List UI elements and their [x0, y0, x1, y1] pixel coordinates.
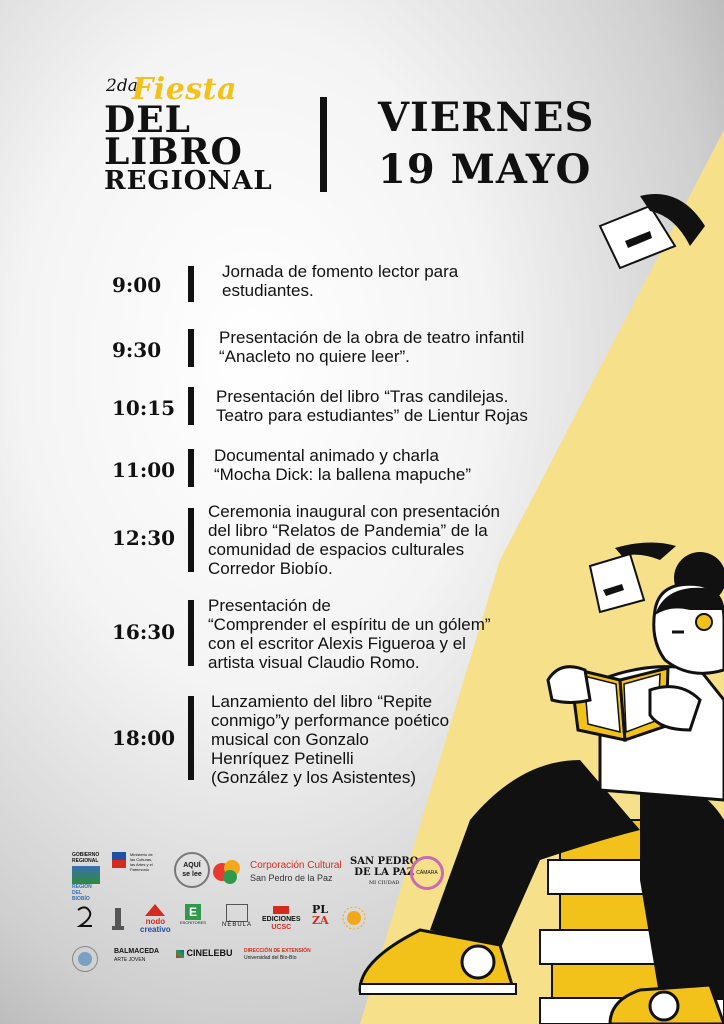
event-line: Ceremonia inaugural con presentación: [208, 502, 501, 521]
event-line: Henríquez Petinelli: [211, 749, 354, 768]
event-line: Teatro para estudiantes” de Lientur Rojas: [216, 406, 528, 425]
event-time: 10:15: [112, 396, 176, 420]
camara-logo: [410, 856, 444, 890]
logo-text: ESCRITORES: [180, 920, 206, 925]
logo-text: creativo: [140, 925, 171, 934]
event-time: 9:30: [112, 338, 162, 362]
event-line: musical con Gonzalo: [211, 730, 369, 749]
escritores-logo: E ESCRITORES: [180, 905, 206, 925]
logo-text: BIOBÍO: [72, 896, 90, 902]
logo-text: PL: [312, 903, 329, 916]
event-line: Presentación del libro “Tras candilejas.: [216, 387, 509, 406]
sun-emblem-icon: [342, 906, 366, 930]
logo-text: DIRECCIÓN DE EXTENSIÓN: [244, 948, 311, 954]
event-line: del libro “Relatos de Pandemia” de la: [208, 521, 488, 540]
tower-icon: [110, 906, 126, 932]
event-time: 16:30: [112, 620, 176, 644]
fiesta-label: Fiesta: [132, 72, 237, 107]
event-date: 19 MAYO: [378, 146, 592, 193]
logo-text: AQUÍ: [183, 862, 201, 869]
logo-text: Ministerio de las Culturas, las Artes y el Patrimonio: [130, 852, 153, 872]
title-line-del: DEL: [104, 99, 191, 141]
logo-text: ZA: [312, 914, 329, 927]
logo-text: nodo: [145, 917, 166, 926]
edition-label: 2da: [106, 76, 138, 96]
logo-text: CÁMARA: [416, 870, 438, 876]
event-line: “Mocha Dick: la ballena mapuche”: [214, 465, 472, 484]
25-anniversary-logo: [74, 904, 98, 935]
gobierno-regional-logo: [72, 852, 100, 902]
balmaceda-arte-joven-logo: [114, 948, 159, 964]
event-line: Lanzamiento del libro “Repite: [211, 692, 433, 711]
logo-text: CINELEBU: [186, 948, 233, 958]
event-line: Presentación de la obra de teatro infantil: [219, 328, 525, 347]
event-line: Documental animado y charla: [214, 446, 439, 465]
nodo-creativo-logo: [140, 904, 171, 934]
corporacion-cultural-icon: [212, 858, 242, 884]
event-time: 11:00: [112, 458, 176, 482]
logo-text: MI CIUDAD: [369, 880, 400, 886]
event-line: artista visual Claudio Romo.: [208, 653, 420, 672]
event-day: VIERNES: [378, 94, 595, 141]
event-line: Presentación de: [208, 596, 331, 615]
logo-text: BALMACEDA: [114, 948, 160, 955]
event-line: conmigo”y performance poético: [211, 711, 450, 730]
event-time: 18:00: [112, 726, 176, 750]
corporacion-cultural-logo: [250, 860, 342, 884]
logo-text: ARTE JOVEN: [114, 957, 146, 963]
logo-text: DE LA PAZ: [354, 867, 415, 878]
event-line: con el escritor Alexis Figueroa y el: [208, 634, 466, 653]
title-line-libro: LIBRO: [104, 131, 243, 173]
logo-text: Universidad del Bío-Bío: [244, 955, 297, 961]
event-time: 9:00: [112, 273, 162, 297]
logo-text: GOBIERNO: [72, 852, 100, 858]
event-line: Corredor Biobío.: [208, 559, 333, 578]
event-line: “Comprender el espíritu de un gólem”: [208, 615, 491, 634]
event-line: (González y los Asistentes): [211, 768, 417, 787]
logo-text: se lee: [182, 871, 202, 878]
plaza-logo: [312, 904, 329, 926]
title-line-regional: REGIONAL: [104, 166, 273, 196]
ediciones-ucsc-logo: [262, 906, 301, 932]
logo-text: SAN PEDRO: [350, 856, 419, 867]
event-line: “Anacleto no quiere leer”.: [219, 347, 410, 366]
san-pedro-de-la-paz-logo: [350, 856, 418, 889]
cinelebu-logo: [176, 948, 233, 958]
logo-text: REGIÓN DEL: [72, 884, 92, 896]
aqui-se-lee-logo: [174, 852, 210, 888]
nebula-logo: [222, 904, 252, 928]
ministerio-culturas-logo: [112, 852, 156, 892]
event-line: comunidad de espacios culturales: [208, 540, 465, 559]
logo-text: EDICIONES: [262, 916, 301, 923]
logo-text: San Pedro de la Paz: [250, 873, 333, 883]
event-line: Jornada de fomento lector para: [222, 262, 459, 281]
event-time: 12:30: [112, 526, 176, 550]
logo-text: REGIONAL: [72, 858, 99, 864]
circular-emblem-icon: [72, 946, 98, 972]
direccion-extension-logo: [244, 948, 311, 962]
logo-text: Corporación Cultural: [250, 860, 342, 871]
event-line: estudiantes.: [222, 281, 314, 300]
girl-head: [654, 552, 724, 673]
logo-text: NÉBULA: [222, 922, 253, 928]
logo-text: UCSC: [271, 924, 292, 931]
sponsor-logos: [0, 840, 724, 1024]
